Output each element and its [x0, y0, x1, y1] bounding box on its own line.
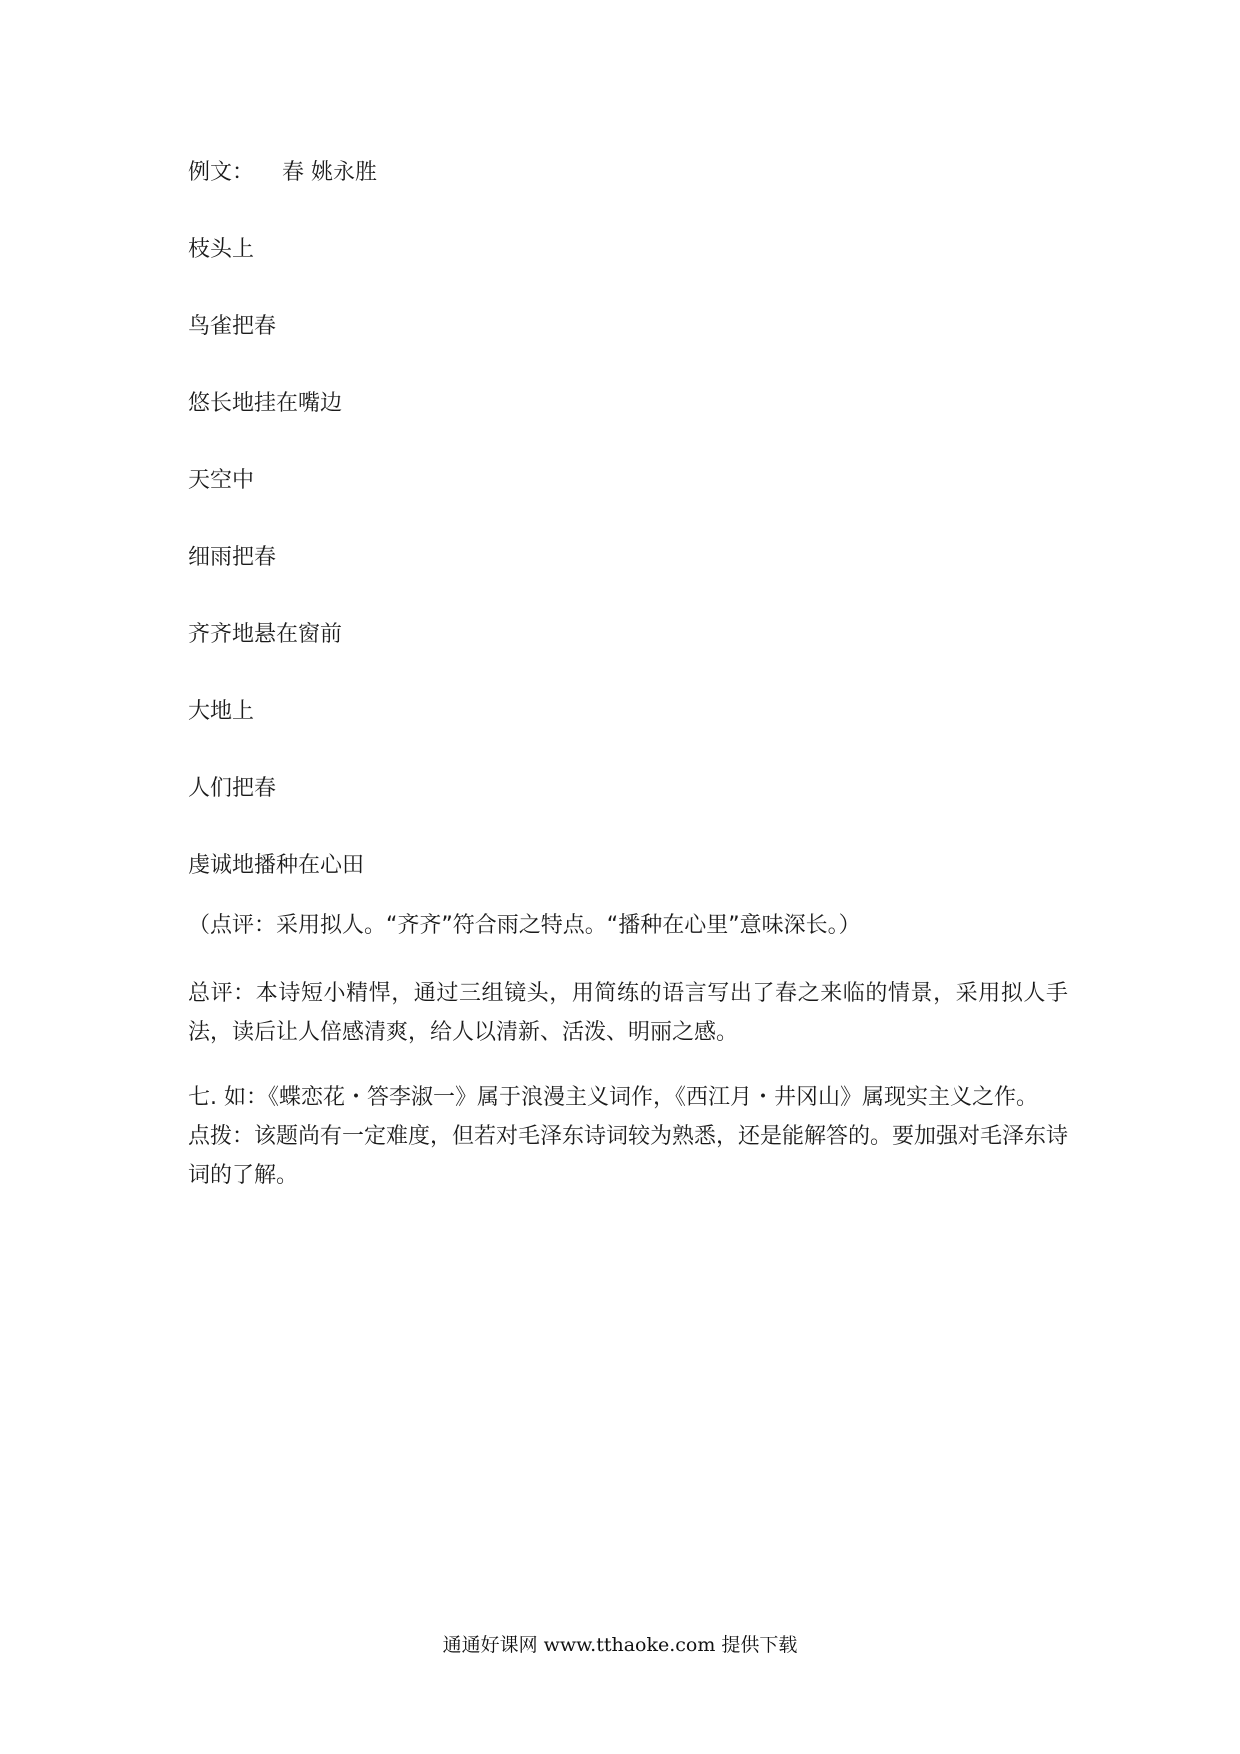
- comment-text: （点评：采用拟人。“齐齐”符合雨之特点。“播种在心里”意味深长。）: [188, 913, 861, 938]
- poem-title: 春: [282, 160, 305, 185]
- poem-line: 虔诚地播种在心田: [188, 853, 365, 878]
- poem-line: 细雨把春: [188, 545, 277, 570]
- poem-line: 鸟雀把春: [188, 314, 277, 339]
- document-body: [188, 157, 1068, 1195]
- poem-author: 姚永胜: [311, 160, 378, 185]
- example-heading: [188, 157, 1068, 189]
- page-footer: 通通好课网 www.tthaoke.com 提供下载: [442, 1634, 798, 1656]
- poem-line: 大地上: [188, 699, 255, 724]
- question7-answer: 七. 如：《蝶恋花・答李淑一》属于浪漫主义词作，《西江月・井冈山》属现实主义之作。: [188, 1085, 1038, 1110]
- poem-line: 人们把春: [188, 776, 277, 801]
- poem-line: 悠长地挂在嘴边: [188, 391, 343, 416]
- question7-hint: 点拨：该题尚有一定难度，但若对毛泽东诗词较为熟悉，还是能解答的。要加强对毛泽东诗词的了解。: [188, 1124, 1069, 1188]
- example-label: 例文：: [188, 160, 255, 185]
- poem-line: 齐齐地悬在窗前: [188, 622, 343, 647]
- poem-line: 天空中: [188, 468, 255, 493]
- poem-line: 枝头上: [188, 237, 255, 262]
- summary-paragraph: 总评：本诗短小精悍，通过三组镜头，用简练的语言写出了春之来临的情景，采用拟人手法，读后让人倍感清爽，给人以清新、活泼、明丽之感。: [188, 981, 1068, 1045]
